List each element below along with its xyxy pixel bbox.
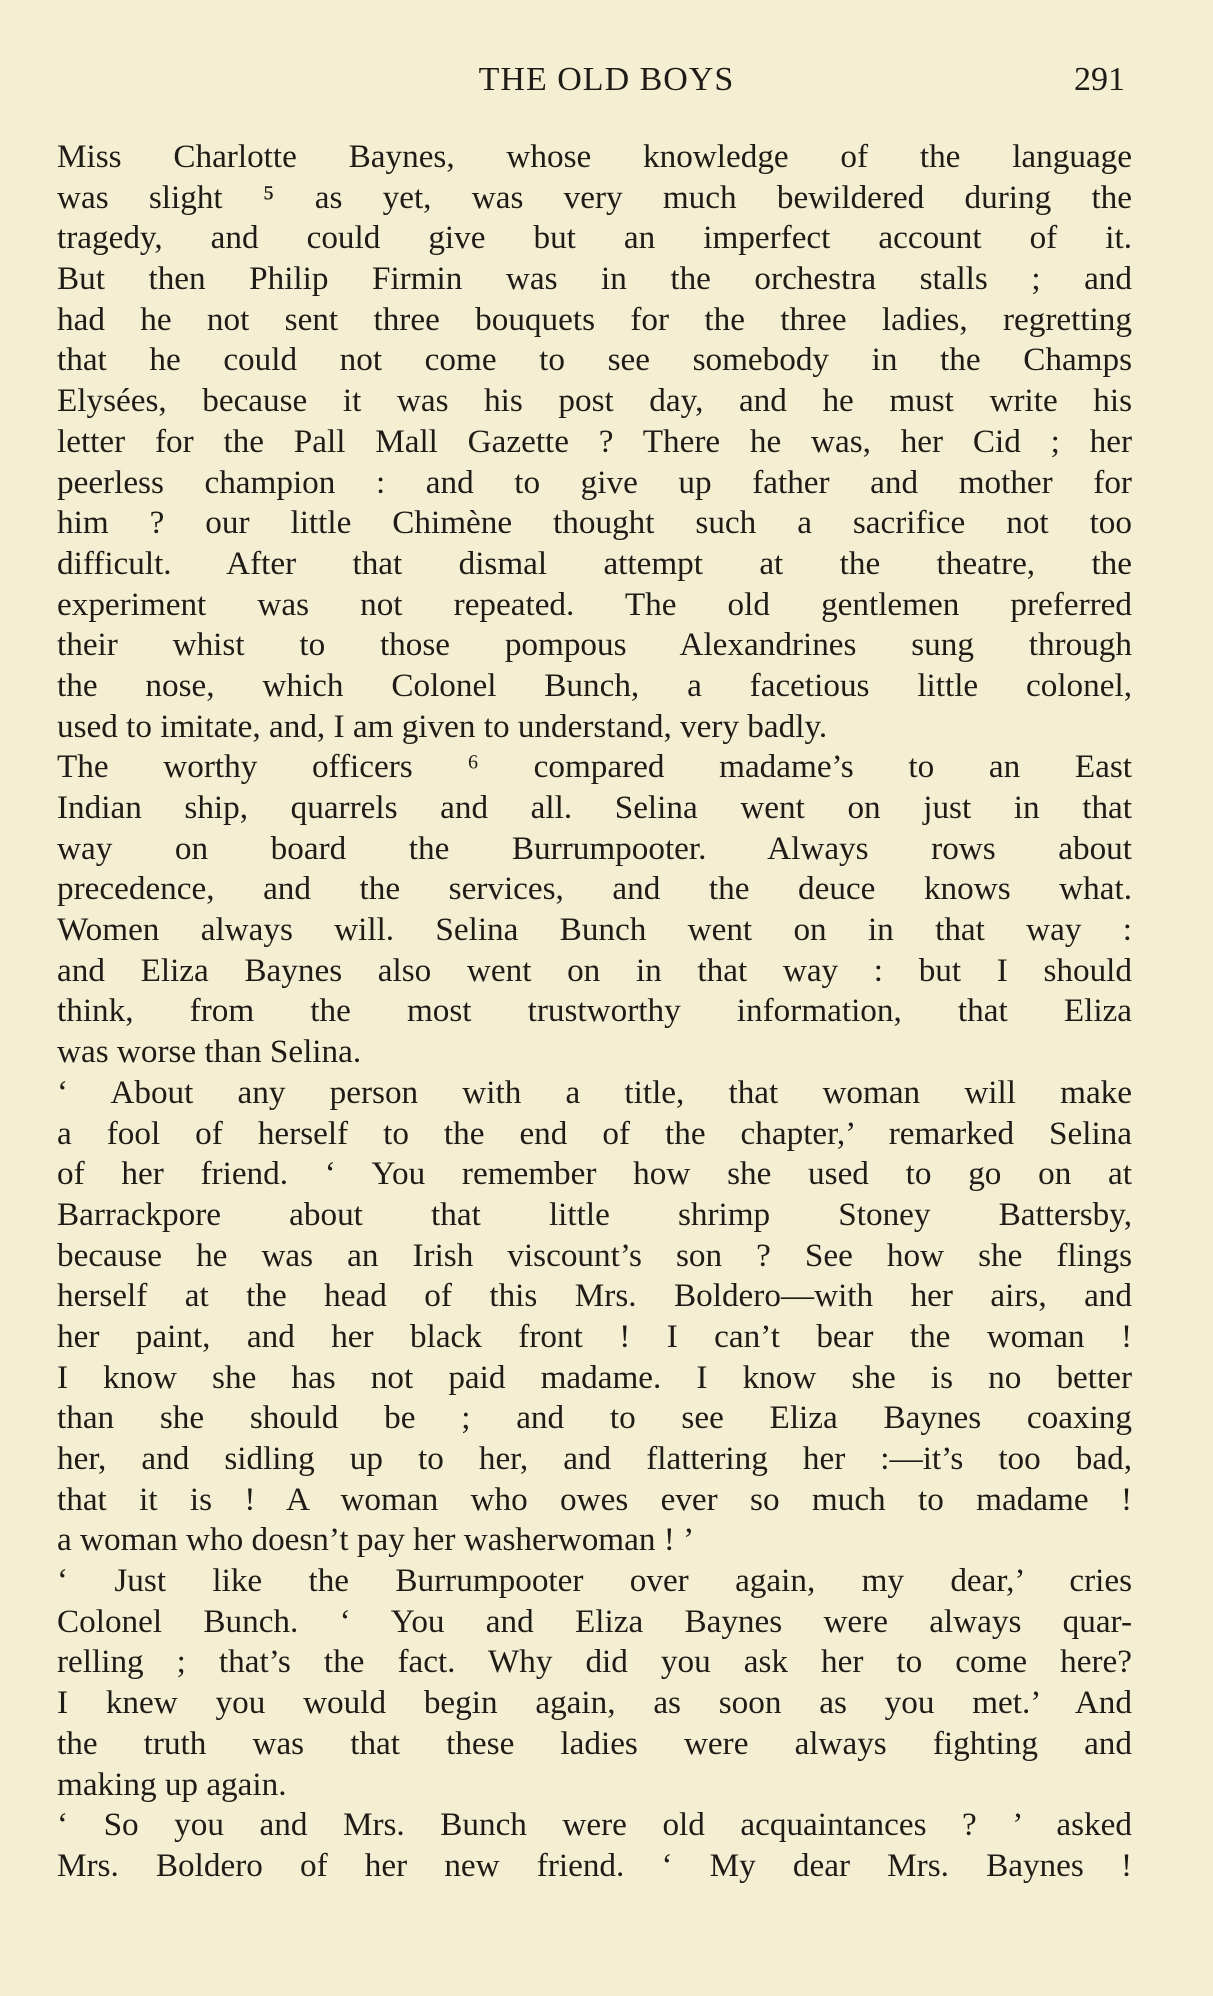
text-line: the truth was that these ladies were always fighting and	[57, 1724, 1132, 1762]
text-line: ‘ So you and Mrs. Bunch were old acquaintances ? ’ asked	[57, 1806, 1132, 1844]
text-line: experiment was not repeated. The old gentlemen preferred	[57, 585, 1132, 623]
text-line: But then Philip Firmin was in the orchestra stalls ; and	[57, 260, 1132, 298]
text-line: her, and sidling up to her, and flattering her :—it’s too bad,	[57, 1440, 1132, 1477]
text-line: because he was an Irish viscount’s son ? See how she flings	[57, 1236, 1132, 1274]
text-line: I knew you would begin again, as soon as you met.’ And	[57, 1684, 1132, 1722]
text-line: ‘ About any person with a title, that woman will make	[57, 1073, 1132, 1111]
text-line: that it is ! A woman who owes ever so much to madame !	[57, 1480, 1132, 1518]
text-line: was slight ⁵ as yet, was very much bewildered during the	[57, 178, 1132, 216]
text-line: Indian ship, quarrels and all. Selina went on just in that	[57, 789, 1132, 826]
text-line: their whist to those pompous Alexandrines sung through	[57, 626, 1132, 664]
text-line: Women always will. Selina Bunch went on in that way :	[57, 911, 1132, 949]
text-line: Miss Charlotte Baynes, whose knowledge of the language	[57, 138, 1132, 175]
text-line: of her friend. ‘ You remember how she used to go on at	[57, 1155, 1132, 1193]
text-line: a woman who doesn’t pay her washerwoman ! ’	[57, 1521, 695, 1559]
text-line: difficult. After that dismal attempt at the theatre, the	[57, 544, 1132, 582]
text-line: her paint, and her black front ! I can’t bear the woman !	[57, 1317, 1132, 1355]
text-line: herself at the head of this Mrs. Boldero—with her airs, and	[57, 1277, 1132, 1315]
text-line: the nose, which Colonel Bunch, a facetious little colonel,	[57, 666, 1132, 704]
text-line: used to imitate, and, I am given to understand, very badly.	[57, 707, 828, 745]
text-line: Elysées, because it was his post day, and he must write his	[57, 382, 1132, 420]
page-number: 291	[1074, 61, 1125, 98]
text-line: Mrs. Boldero of her new friend. ‘ My dear Mrs. Baynes !	[57, 1846, 1132, 1884]
text-line: relling ; that’s the fact. Why did you ask her to come here?	[57, 1643, 1132, 1681]
text-line: think, from the most trustworthy information, that Eliza	[57, 992, 1132, 1030]
text-line: ‘ Just like the Burrumpooter over again, my dear,’ cries	[57, 1562, 1132, 1600]
body-text	[57, 137, 1132, 1887]
text-line: tragedy, and could give but an imperfect account of it.	[57, 219, 1132, 257]
running-header-title: THE OLD BOYS	[478, 61, 735, 98]
text-line: that he could not come to see somebody in the Champs	[57, 341, 1132, 379]
text-line: peerless champion : and to give up father and mother for	[57, 463, 1132, 501]
text-line: I know she has not paid madame. I know she is no better	[57, 1358, 1132, 1396]
text-line: him ? our little Chimène thought such a sacrifice not too	[57, 504, 1132, 542]
text-line: than she should be ; and to see Eliza Baynes coaxing	[57, 1399, 1132, 1437]
text-line: and Eliza Baynes also went on in that way : but I should	[57, 951, 1132, 989]
text-line: making up again.	[57, 1765, 287, 1803]
text-line: The worthy officers ⁶ compared madame’s to an East	[57, 748, 1132, 786]
text-line: had he not sent three bouquets for the three ladies, regretting	[57, 300, 1132, 338]
text-line: was worse than Selina.	[57, 1033, 362, 1071]
text-line: a fool of herself to the end of the chapter,’ remarked Selina	[57, 1114, 1132, 1152]
text-line: precedence, and the services, and the deuce knows what.	[57, 870, 1132, 908]
text-line: way on board the Burrumpooter. Always rows about	[57, 829, 1132, 867]
text-line: letter for the Pall Mall Gazette ? There he was, her Cid ; her	[57, 422, 1132, 460]
text-line: Colonel Bunch. ‘ You and Eliza Baynes were always quar-	[57, 1602, 1132, 1640]
text-line: Barrackpore about that little shrimp Stoney Battersby,	[57, 1195, 1132, 1233]
